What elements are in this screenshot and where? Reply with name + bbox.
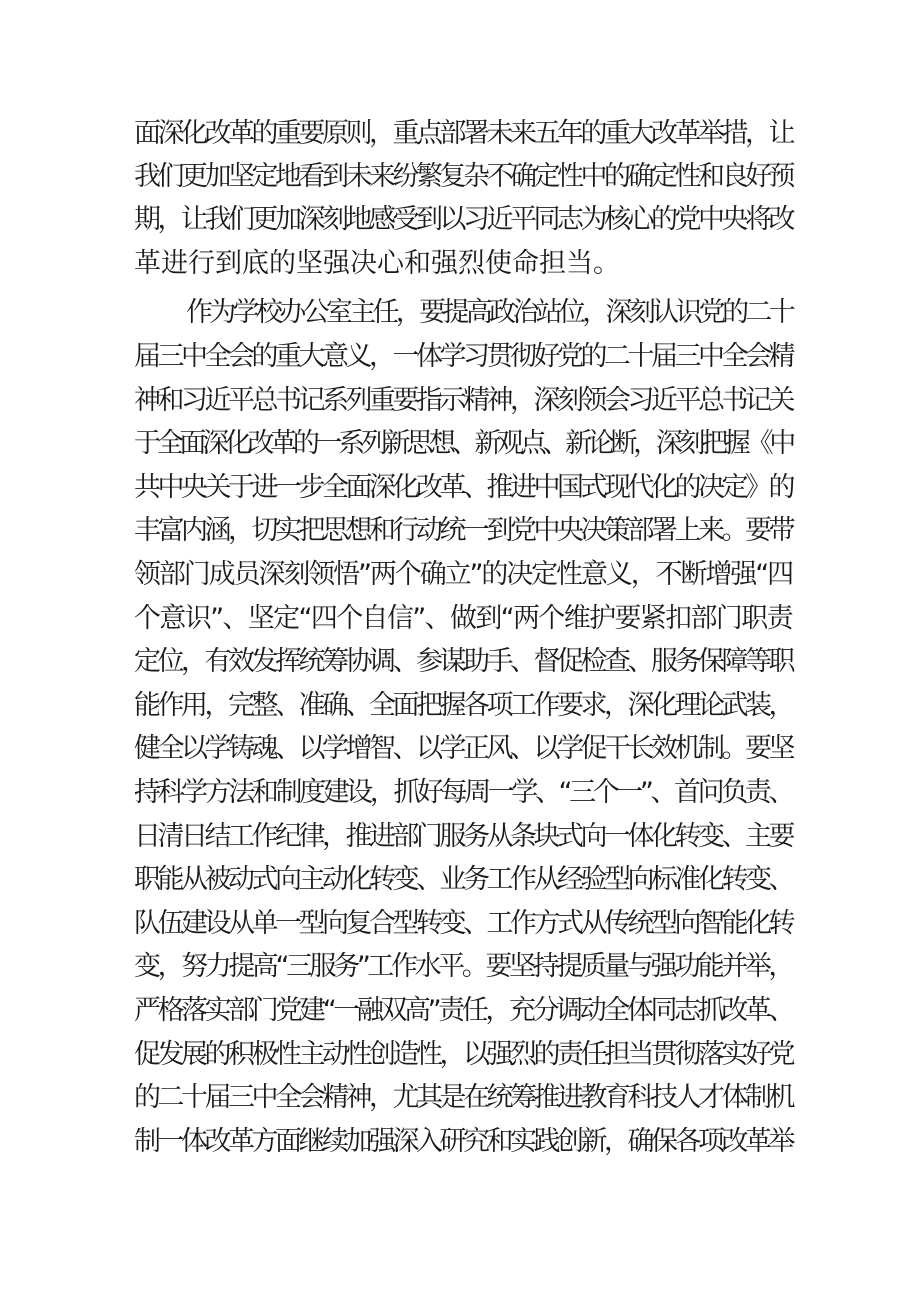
text-line: 届三中全会的重大意义，一体学习贯彻好党的二十届三中全会精	[134, 341, 792, 372]
text-line: 神和习近平总书记系列重要指示精神，深刻领会习近平总书记关	[134, 385, 792, 416]
text-line: 个意识”、坚定“四个自信”、做到“两个维护要紧扣部门职责	[134, 603, 792, 634]
text-line: 领部门成员深刻领悟”两个确立”的决定性意义，不断增强“四	[134, 559, 792, 590]
text-line: 期，让我们更加深刻地感受到以习近平同志为核心的党中央将改	[134, 204, 792, 235]
text-line: 丰富内涵，切实把思想和行动统一到党中央决策部署上来。要带	[134, 515, 792, 546]
text-line: 共中央关于进一步全面深化改革、推进中国式现代化的决定》的	[134, 472, 792, 503]
text-line: 健全以学铸魂、以学增智、以学正风、以学促干长效机制。要坚	[134, 733, 792, 764]
text-line: 我们更加坚定地看到未来纷繁复杂不确定性中的确定性和良好预	[134, 161, 792, 192]
text-line: 的二十届三中全会精神，尤其是在统筹推进教育科技人才体制机	[134, 1082, 792, 1113]
text-line: 革进行到底的坚强决心和强烈使命担当。	[134, 248, 620, 279]
text-line: 变，努力提高“三服务”工作水平。要坚持提质量与强功能并举，	[134, 951, 792, 982]
text-line: 促发展的积极性主动性创造性，以强烈的责任担当贯彻落实好党	[134, 1039, 792, 1070]
text-line: 严格落实部门党建“一融双高”责任，充分调动全体同志抓改革、	[134, 995, 792, 1026]
text-line: 于全面深化改革的一系列新思想、新观点、新论断，深刻把握《中	[134, 428, 792, 459]
text-line: 制一体改革方面继续加强深入研究和实践创新，确保各项改革举	[134, 1126, 792, 1157]
paragraph-first-line: 作为学校办公室主任，要提高政治站位，深刻认识党的二十	[186, 297, 792, 328]
text-line: 定位，有效发挥统筹协调、参谋助手、督促检查、服务保障等职	[134, 646, 792, 677]
text-line: 日清日结工作纪律，推进部门服务从条块式向一体化转变、主要	[134, 821, 792, 852]
text-line: 面深化改革的重要原则，重点部署未来五年的重大改革举措，让	[134, 118, 792, 149]
text-line: 职能从被动式向主动化转变、业务工作从经验型向标准化转变、	[134, 864, 792, 895]
text-line: 持科学方法和制度建设，抓好每周一学、“三个一”、首问负责、	[134, 777, 792, 808]
text-line: 能作用，完整、准确、全面把握各项工作要求，深化理论武装，	[134, 690, 792, 721]
text-line: 队伍建设从单一型向复合型转变、工作方式从传统型向智能化转	[134, 908, 792, 939]
